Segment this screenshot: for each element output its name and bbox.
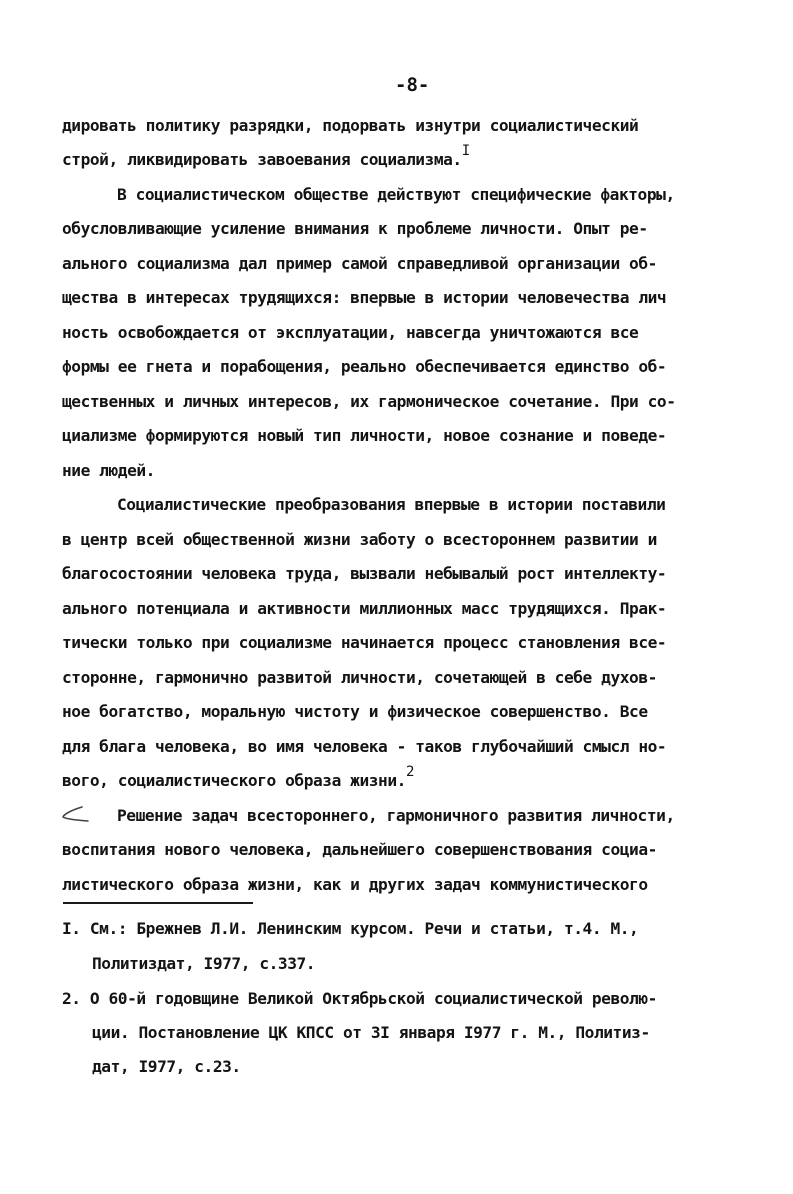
footnote-ref-2: 2: [405, 764, 414, 780]
footnote-separator: [63, 902, 253, 904]
footnote-line: ции. Постановление ЦК КПСС от 3I января I977 г. М., Политиз-: [92, 1023, 650, 1042]
footnote-line: I. См.: Брежнев Л.И. Ленинским курсом. Речи и статьи, т.4. М.,: [62, 919, 639, 938]
body-line: тически только при социализме начинается процесс становления все-: [62, 633, 667, 652]
body-line: ность освобождается от эксплуатации, навсегда уничтожаются все: [62, 323, 639, 342]
body-line: дировать политику разрядки, подорвать изнутри социалистический: [62, 116, 639, 135]
body-line: воспитания нового человека, дальнейшего совершенствования социа-: [62, 840, 657, 859]
body-line: благосостоянии человека труда, вызвали небывалый рост интеллекту-: [62, 564, 667, 583]
footnote-ref-1: I: [461, 143, 470, 159]
footnote-line: Политиздат, I977, с.337.: [92, 954, 316, 973]
body-line: ального потенциала и активности миллионных масс трудящихся. Прак-: [62, 599, 667, 618]
body-line: щества в интересах трудящихся: впервые в истории человечества лич: [62, 288, 667, 307]
body-line: щественных и личных интересов, их гармоническое сочетание. При со-: [62, 392, 676, 411]
body-line: обусловливающие усиление внимания к проблеме личности. Опыт ре-: [62, 219, 648, 238]
body-line: формы ее гнета и порабощения, реально обеспечивается единство об-: [62, 357, 667, 376]
footnote-line: дат, I977, с.23.: [92, 1057, 241, 1076]
handwritten-paragraph-mark: [60, 804, 100, 826]
body-line: [62, 143, 470, 171]
body-line: для блага человека, во имя человека - таков глубочайший смысл но-: [62, 737, 667, 756]
body-line: сторонне, гармонично развитой личности, сочетающей в себе духов-: [62, 668, 657, 687]
body-line: листического образа жизни, как и других задач коммунистического: [62, 875, 648, 894]
body-line: циализме формируются новый тип личности, новое сознание и поведе-: [62, 426, 667, 445]
footnote-line: 2. О 60-й годовщине Великой Октябрьской социалистической револю-: [62, 989, 657, 1008]
body-line-text: вого, социалистического образа жизни.: [62, 771, 406, 790]
body-line: ального социализма дал пример самой справедливой организации об-: [62, 254, 657, 273]
page-number: -8-: [395, 74, 430, 96]
body-line: в центр всей общественной жизни заботу о всестороннем развитии и: [62, 530, 657, 549]
paragraph-start-line: В социалистическом обществе действуют специфические факторы,: [117, 185, 675, 204]
paragraph-start-line: Решение задач всестороннего, гармоничного развития личности,: [117, 806, 675, 825]
paragraph-start-line: Социалистические преобразования впервые в истории поставили: [117, 495, 666, 514]
body-line-text: строй, ликвидировать завоевания социализма.: [62, 150, 462, 169]
body-line: ное богатство, моральную чистоту и физическое совершенство. Все: [62, 702, 648, 721]
body-line: [62, 764, 414, 792]
body-line: ние людей.: [62, 461, 155, 480]
